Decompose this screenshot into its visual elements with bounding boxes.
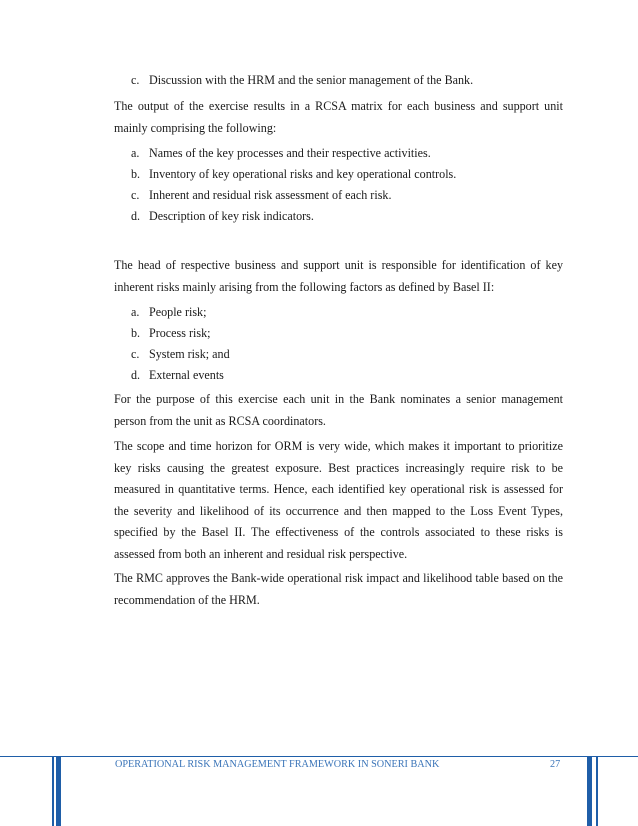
footer-frame-right: [587, 757, 592, 826]
footer-title: OPERATIONAL RISK MANAGEMENT FRAMEWORK IN SONERI BANK: [115, 759, 440, 770]
list-item: b. Process risk;: [131, 326, 211, 340]
paragraph-output: The output of the exercise results in a RCSA matrix for each business and support unit mainly comprising the following:: [114, 99, 563, 135]
list-item: a. Names of the key processes and their respective activities.: [131, 146, 431, 160]
output-list: [131, 143, 561, 227]
list-item: c. Discussion with the HRM and the senior management of the Bank.: [131, 73, 474, 87]
footer-frame-left: [52, 757, 54, 826]
list-item: d. External events: [131, 368, 224, 382]
factor-list: [131, 302, 561, 386]
list-item: d. Description of key risk indicators.: [131, 209, 314, 223]
paragraph-purpose: For the purpose of this exercise each unit in the Bank nominates a senior management person from the unit as RCSA coordinators.: [114, 392, 563, 428]
page-number: 27: [550, 759, 561, 770]
footer-frame-right: [596, 757, 598, 826]
list-item: b. Inventory of key operational risks and key operational controls.: [131, 167, 457, 181]
list-item: c. System risk; and: [131, 347, 230, 361]
footer-rule: [0, 756, 638, 757]
intro-list: [131, 70, 561, 91]
list-item: c. Inherent and residual risk assessment of each risk.: [131, 188, 392, 202]
footer-frame-left: [56, 757, 61, 826]
paragraph-rmc: The RMC approves the Bank-wide operational risk impact and likelihood table based on the recommendation of the HRM.: [114, 571, 563, 607]
list-item: a. People risk;: [131, 305, 207, 319]
paragraph-head: The head of respective business and support unit is responsible for identification of key inherent risks mainly arising from the following factors as defined by Basel II:: [114, 258, 563, 294]
paragraph-scope: The scope and time horizon for ORM is very wide, which makes it important to prioritize key risks causing the greatest exposure. Best practices increasingly require risk to be measured in quantitative terms. Hence, each identified key operational risk is assessed for the severity and likelihood of its occurrence and then mapped to the Loss Event Types, specified by the Basel II. The effectiveness of the controls associated to these risks is assessed from both an inherent and residual risk perspective.: [114, 439, 563, 561]
